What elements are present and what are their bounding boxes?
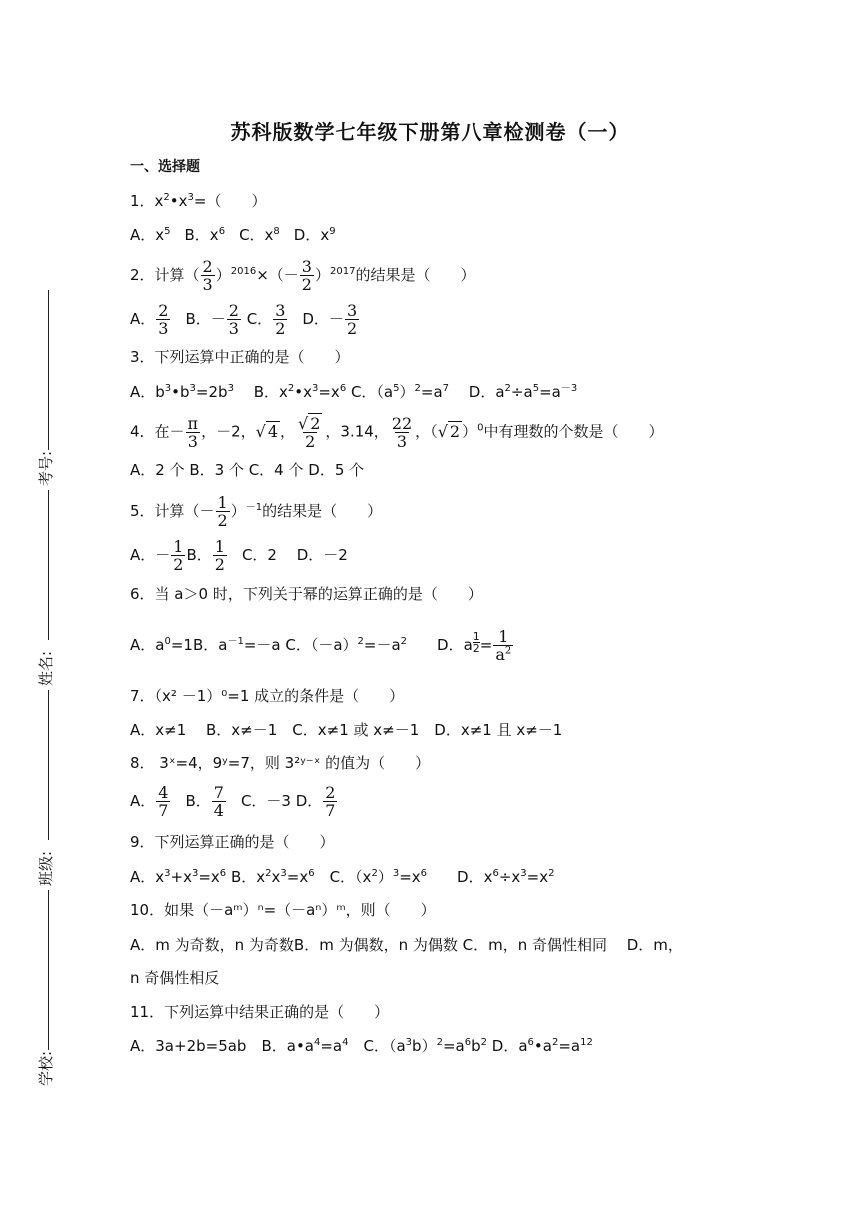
question-11-options: A．3a+2b=5ab B．$a•a^4=a^4$ C．$(a^3b)^2=a^6b^2$ D．$a^6•a^2=a^{12}$: [130, 1037, 593, 1055]
question-7: 7．（x² －1）⁰=1 成立的条件是（ ）: [130, 687, 405, 705]
section-heading: 一、选择题: [130, 159, 200, 175]
binding-line-3: [48, 690, 49, 840]
label-name: 姓名:: [37, 650, 56, 687]
question-10-options-line1: A．m 为奇数，n 为奇数B．m 为偶数，n 为偶数 C．m，n 奇偶性相同 D．m，: [130, 936, 683, 954]
question-10: 10．如果（－aᵐ）ⁿ=（－aⁿ）ᵐ，则（ ）: [130, 901, 436, 919]
label-school: 学校:: [37, 1050, 56, 1087]
question-3: 3．下列运算中正确的是（ ）: [130, 348, 350, 366]
question-11: 11．下列运算中结果正确的是（ ）: [130, 1003, 390, 1021]
question-4-options: A．2 个 B．3 个 C．4 个 D．5 个: [130, 461, 365, 479]
question-8-options: A． $\frac{4}{7}$ B． $\frac{7}{4}$ C．－3 D． $\frac{2}{7}$: [130, 783, 336, 820]
question-9: 9．下列运算正确的是（ ）: [130, 833, 335, 851]
question-9-options: A．$x^3+x^3=x^6$ B．$x^2x^3=x^6$ C．$(x^2)^3=x^6$ D．$x^6\div x^3=x^2$: [130, 868, 555, 886]
binding-line-2: [48, 490, 49, 640]
binding-line-1: [48, 290, 49, 450]
label-class: 班级:: [37, 850, 56, 887]
question-5: 5．计算（－ $\frac{1}{2}$ ）$^{-1}$的结果是（ ）: [130, 493, 383, 530]
question-1-options: A．$x^5$ B．$x^6$ C．$x^8$ D．$x^9$: [130, 226, 336, 244]
question-2: 2．计算（ $\frac{2}{3}$ ）$^{2016}$×（－ $\frac{3}{2}$ ）$^{2017}$的结果是（ ）: [130, 257, 476, 294]
question-4: 4．在－ $\frac{\pi}{3}$ ，－2，√ 4 ， $\frac{√ 2}{2}$ ，3.14， $\frac{22}{3}$ ，（√ 2 ）$^0$中有理数的个数是（ ）: [130, 413, 664, 451]
page-title: 苏科版数学七年级下册第八章检测卷（一）: [230, 120, 630, 144]
question-6-options: A．$a^0=1B$．$a^{-1}=-a$ C．$(-a)^2=-a^2$ D．a $\frac{1}{2}$ = $\frac{1}{a^2}$: [130, 627, 512, 664]
binding-line-4: [48, 890, 49, 1050]
question-5-options: A．－ $\frac{1}{2}$ B． $\frac{1}{2}$ C．2 D．－2: [130, 537, 348, 574]
question-2-options: A． $\frac{2}{3}$ B．－ $\frac{2}{3}$ C． $\frac{3}{2}$ D．－ $\frac{3}{2}$: [130, 301, 358, 338]
question-3-options: A．$b^3•b^3=2b^3$ B．$x^2•x^3=x^6$ C．$(a^5)^2=a^7$ D．$a^2\div a^5=a^{-3}$: [130, 383, 578, 401]
question-1: 1．$x^2•x^3=$（ ）: [130, 192, 267, 210]
question-10-options-line2: n 奇偶性相反: [130, 969, 220, 987]
question-8: 8． 3ˣ=4，9ʸ=7，则 3²ʸ⁻ˣ 的值为（ ）: [130, 754, 431, 772]
question-6: 6．当 a＞0 时，下列关于幂的运算正确的是（ ）: [130, 585, 483, 603]
question-7-options: A．x≠1 B．x≠－1 C．x≠1 或 x≠－1 D．x≠1 且 x≠－1: [130, 721, 563, 739]
label-exam-number: 考号:: [37, 450, 56, 487]
